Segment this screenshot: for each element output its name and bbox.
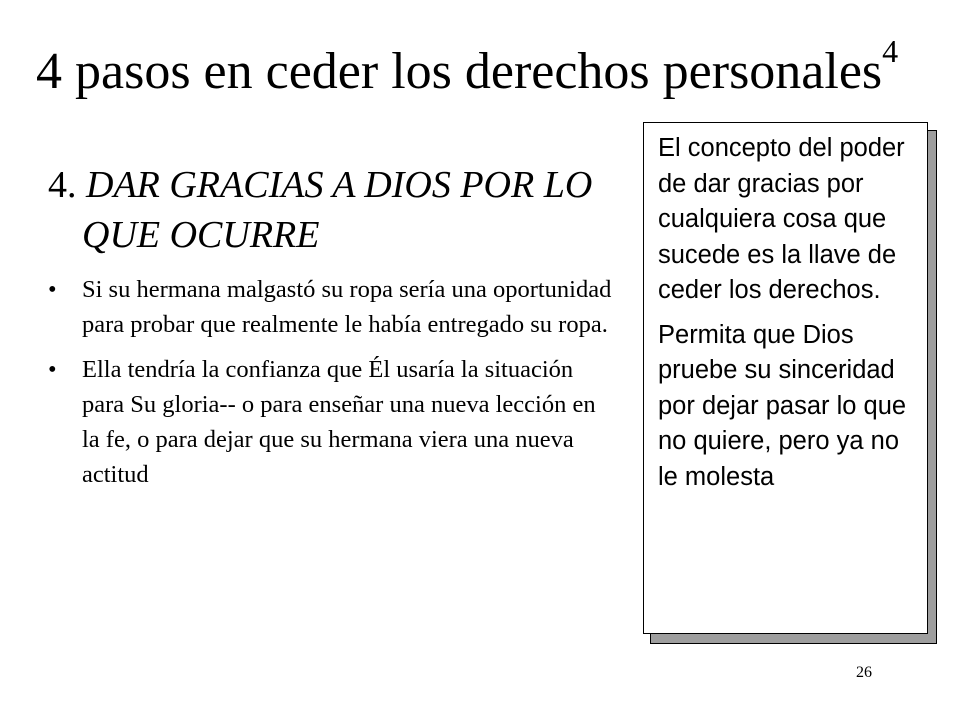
- slide-title-superscript: 4: [882, 33, 899, 69]
- section-heading: [48, 160, 662, 260]
- bullet-item: [48, 352, 618, 492]
- bullet-item: [48, 272, 618, 342]
- bullet-text: Si su hermana malgastó su ropa sería una oportunidad para probar que realmente le había entregado su ropa.: [82, 276, 612, 338]
- section-heading-text: DAR GRACIAS A DIOS POR LO QUE OCURRE: [82, 164, 593, 256]
- page-number: 26: [856, 664, 872, 681]
- slide-title: [36, 33, 936, 104]
- slide-title-text: 4 pasos en ceder los derechos personales: [36, 43, 883, 100]
- callout-box: [643, 122, 928, 634]
- callout-paragraph: Permita que Dios pruebe su sinceridad por dejar pasar lo que no quiere, pero ya no le molesta: [658, 320, 907, 491]
- callout-paragraph: El concepto del poder de dar gracias por cualquiera cosa que sucede es la llave de ceder los derechos.: [658, 134, 905, 304]
- bullet-list: [48, 272, 618, 502]
- bullet-icon: •: [48, 276, 57, 303]
- section-heading-number: 4.: [48, 164, 77, 206]
- bullet-text: Ella tendría la confianza que Él usaría la situación para Su gloria-- o para enseñar una nueva lección en la fe, o para dejar que su hermana viera una nueva actitud: [82, 356, 596, 488]
- bullet-icon: •: [48, 356, 57, 383]
